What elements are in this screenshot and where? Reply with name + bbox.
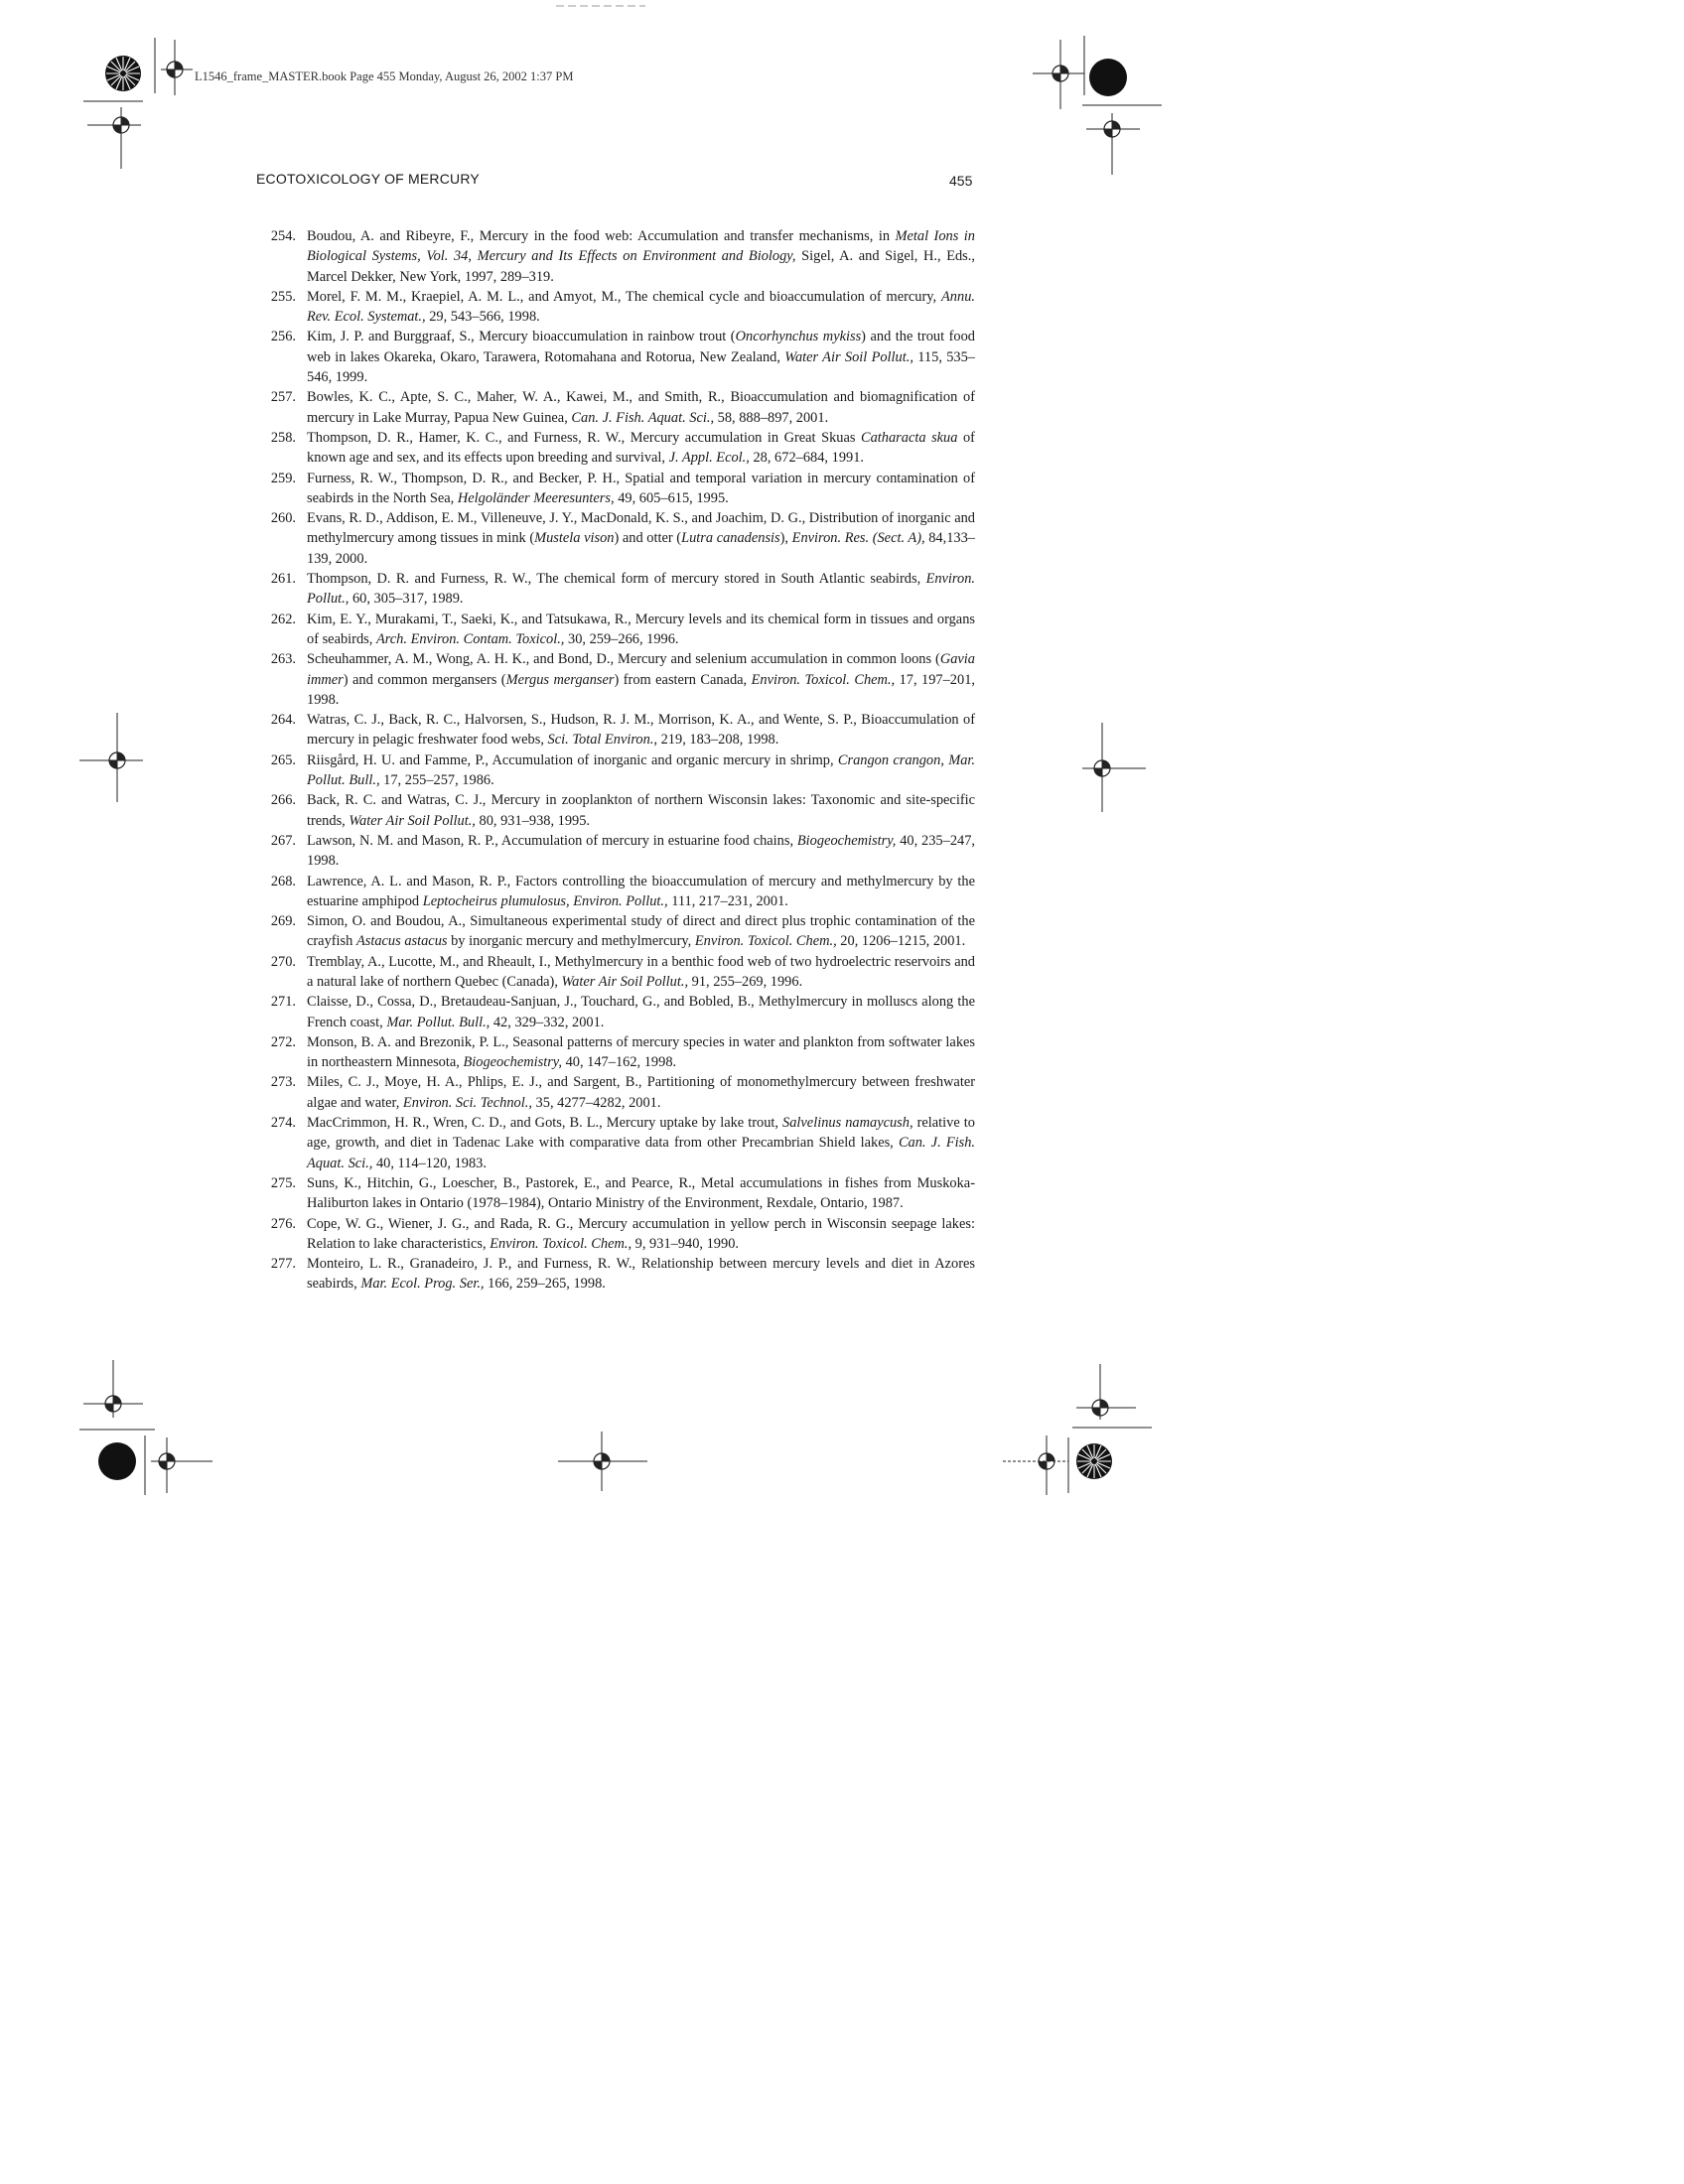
- reference-number: 259.: [270, 470, 296, 486]
- reference-text: [307, 1256, 975, 1292]
- reference-text-segment: 29, 543–566, 1998.: [425, 309, 540, 326]
- trim-line: [1066, 1437, 1070, 1493]
- reference-text-segment: ) and the trout food web in lakes Okareka, Okaro, Tarawera, Rotomahana and Rotorua, New Zealand,: [307, 329, 975, 365]
- reference-number: 264.: [270, 712, 296, 729]
- reference-number: 276.: [270, 1215, 296, 1232]
- reference-text: [307, 510, 975, 567]
- reference-text-segment: 30, 259–266, 1996.: [564, 630, 679, 647]
- reference-text: [307, 913, 975, 949]
- reference-text-segment: Bowles, K. C., Apte, S. C., Maher, W. A., Kawei, M., and Smith, R., Bioaccumulation and biomagnification of mercury in Lake Murray, Papua New Guinea,: [307, 389, 975, 426]
- reference-number: 256.: [270, 329, 296, 345]
- reference-text: [307, 1115, 975, 1171]
- reference-number: 254.: [270, 228, 296, 244]
- reference-number: 271.: [270, 994, 296, 1011]
- reference-italic-text: Environ. Toxicol. Chem.,: [490, 1235, 632, 1252]
- reference-item: [256, 1032, 975, 1073]
- registration-crosshair-icon: [558, 1432, 647, 1491]
- reference-italic-text: Water Air Soil Pollut.,: [561, 973, 689, 990]
- scan-artifact-line: [556, 4, 645, 8]
- reference-italic-text: Environ. Res. (Sect. A),: [791, 530, 925, 547]
- reference-text: [307, 289, 975, 325]
- reference-text-segment: Thompson, D. R. and Furness, R. W., The chemical form of mercury stored in South Atlantic seabirds,: [307, 571, 926, 588]
- page-number: 455: [949, 173, 973, 189]
- registration-crosshair-icon: [1072, 1364, 1152, 1433]
- reference-number: 277.: [270, 1256, 296, 1273]
- reference-text-segment: 40, 147–162, 1998.: [561, 1054, 677, 1071]
- reference-text-segment: 35, 4277–4282, 2001.: [531, 1094, 661, 1111]
- reference-text-segment: Kim, E. Y., Murakami, T., Saeki, K., and Tatsukawa, R., Mercury levels and its chemical form in tissues and organs of seabirds,: [307, 611, 975, 647]
- reference-text-segment: 84,133–139, 2000.: [307, 530, 975, 567]
- reference-text: [307, 471, 975, 506]
- reference-item: [256, 428, 975, 469]
- reference-text-segment: 28, 672–684, 1991.: [749, 450, 864, 467]
- reference-italic-text: Biogeochemistry,: [463, 1054, 562, 1071]
- reference-italic-text: Water Air Soil Pollut.,: [349, 812, 476, 829]
- reference-text-segment: 115, 535–546, 1999.: [307, 348, 976, 386]
- reference-text-segment: 91, 255–269, 1996.: [688, 973, 803, 990]
- reference-italic-text: Leptocheirus plumulosus, Environ. Pollut.,: [422, 892, 668, 909]
- reference-text-segment: Back, R. C. and Watras, C. J., Mercury in zooplankton of northern Wisconsin lakes: Taxonomic and site-specific trends,: [307, 792, 975, 829]
- reference-text-segment: ) and otter (: [614, 530, 682, 547]
- reference-item: [256, 751, 975, 791]
- reference-number: 266.: [270, 792, 296, 809]
- reference-number: 275.: [270, 1174, 296, 1191]
- reference-italic-text: Crangon crangon, Mar. Pollut. Bull.,: [307, 751, 975, 789]
- reference-italic-text: Can. J. Fish. Aquat. Sci.,: [571, 409, 715, 426]
- registration-crosshair-icon: [83, 97, 155, 169]
- reference-italic-text: Mar. Ecol. Prog. Ser.,: [360, 1276, 485, 1293]
- reference-item: [256, 1214, 975, 1255]
- reference-text-segment: Boudou, A. and Ribeyre, F., Mercury in the food web: Accumulation and transfer mechanisms, in: [307, 228, 896, 244]
- reference-number: 270.: [270, 953, 296, 970]
- reference-number: 273.: [270, 1074, 296, 1091]
- reference-text-segment: Watras, C. J., Back, R. C., Halvorsen, S., Hudson, R. J. M., Morrison, K. A., and Wente, S. P., Bioaccumulation of mercury in pelagic freshwater food webs,: [307, 712, 975, 749]
- registration-crosshair-icon: [79, 713, 143, 802]
- reference-text-segment: Furness, R. W., Thompson, D. R., and Becker, P. H., Spatial and temporal variation in mercury contamination of seabirds in the North Sea,: [307, 470, 975, 506]
- reference-number: 261.: [270, 571, 296, 588]
- reference-text-segment: 9, 931–940, 1990.: [632, 1235, 739, 1252]
- reference-italic-text: Salvelinus namaycush,: [782, 1115, 913, 1132]
- reference-italic-text: Mar. Pollut. Bull.,: [386, 1014, 491, 1030]
- reference-item: [256, 1072, 975, 1113]
- reference-number: 257.: [270, 389, 296, 406]
- reference-text-segment: ),: [779, 530, 792, 547]
- reference-item: [256, 710, 975, 751]
- reference-text-segment: MacCrimmon, H. R., Wren, C. D., and Gots, B. L., Mercury uptake by lake trout,: [307, 1115, 783, 1132]
- reference-italic-text: Environ. Pollut.,: [307, 571, 975, 608]
- reference-text-segment: Riisgård, H. U. and Famme, P., Accumulation of inorganic and organic mercury in shrimp,: [307, 751, 838, 768]
- reference-text: [307, 329, 975, 385]
- reference-text-segment: 166, 259–265, 1998.: [484, 1276, 606, 1293]
- registration-crosshair-icon: [1082, 723, 1146, 812]
- registration-crosshair-icon: [1003, 1435, 1070, 1495]
- reference-number: 272.: [270, 1033, 296, 1050]
- reference-text: [307, 994, 975, 1029]
- reference-italic-text: J. Appl. Ecol.,: [668, 450, 750, 467]
- reference-text-segment: 17, 255–257, 1986.: [379, 772, 494, 789]
- reference-text-segment: Monteiro, L. R., Granadeiro, J. P., and Furness, R. W., Relationship between mercury levels and diet in Azores seabirds,: [307, 1256, 975, 1293]
- reference-italic-text: Can. J. Fish. Aquat. Sci.,: [307, 1135, 976, 1171]
- reference-text-segment: 49, 605–615, 1995.: [614, 489, 729, 506]
- reference-text-segment: Kim, J. P. and Burggraaf, S., Mercury bioaccumulation in rainbow trout (: [307, 329, 736, 345]
- reference-italic-text: Helgoländer Meeresunters,: [457, 489, 615, 506]
- reference-italic-text: Environ. Toxicol. Chem.,: [694, 933, 837, 950]
- registration-crosshair-icon: [149, 1437, 214, 1493]
- reference-italic-text: Mustela vison: [534, 530, 615, 547]
- trim-line: [153, 38, 157, 93]
- reference-text: [307, 1074, 975, 1110]
- reference-item: [256, 1113, 975, 1173]
- registration-crosshair-icon: [1033, 40, 1084, 109]
- registration-star-icon: [1074, 1441, 1114, 1481]
- reference-number: 263.: [270, 651, 296, 668]
- reference-text-segment: 111, 217–231, 2001.: [667, 892, 788, 909]
- registration-crosshair-icon: [79, 1360, 155, 1439]
- reference-text-segment: relative to age, growth, and diet in Tadenac Lake with comparative data from other Precambrian Shield lakes,: [307, 1115, 975, 1152]
- reference-text-segment: Tremblay, A., Lucotte, M., and Rheault, I., Methylmercury in a benthic food web of two hydroelectric reservoirs and a natural lake of northern Quebec (Canada),: [307, 953, 975, 990]
- reference-text-segment: Sigel, A. and Sigel, H., Eds., Marcel Dekker, New York, 1997, 289–319.: [307, 248, 975, 285]
- reference-number: 258.: [270, 429, 296, 446]
- registration-dot-icon: [1088, 58, 1128, 97]
- reference-text: [307, 954, 975, 990]
- reference-item: [256, 1254, 975, 1295]
- reference-text-segment: Lawson, N. M. and Mason, R. P., Accumulation of mercury in estuarine food chains,: [307, 832, 797, 849]
- reference-list: [256, 226, 975, 1295]
- reference-item: [256, 610, 975, 650]
- reference-text-segment: 20, 1206–1215, 2001.: [836, 933, 966, 950]
- reference-italic-text: Mergus merganser: [505, 671, 615, 688]
- reference-italic-text: Oncorhynchus mykiss: [735, 329, 862, 345]
- reference-item: [256, 327, 975, 387]
- reference-number: 262.: [270, 611, 296, 627]
- reference-text-segment: Evans, R. D., Addison, E. M., Villeneuve, J. Y., MacDonald, K. S., and Joachim, D. G., Distribution of inorganic and methylmercury among tissues in mink (: [307, 510, 975, 547]
- reference-text-segment: of known age and sex, and its effects upon breeding and survival,: [307, 429, 975, 467]
- reference-text: [307, 1216, 975, 1252]
- reference-item: [256, 911, 975, 952]
- reference-italic-text: Environ. Toxicol. Chem.,: [751, 671, 896, 688]
- reference-text-segment: ) from eastern Canada,: [614, 671, 752, 688]
- reference-italic-text: Astacus astacus: [355, 933, 448, 950]
- reference-text: [307, 792, 975, 828]
- reference-item: [256, 508, 975, 569]
- reference-text-segment: Cope, W. G., Wiener, J. G., and Rada, R. G., Mercury accumulation in yellow perch in Wisconsin seepage lakes: Relation to lake characteristics,: [307, 1215, 975, 1252]
- reference-italic-text: Lutra canadensis: [681, 530, 780, 547]
- reference-italic-text: Gavia immer: [307, 651, 975, 688]
- reference-text-segment: 60, 305–317, 1989.: [349, 591, 464, 608]
- registration-crosshair-icon: [159, 40, 195, 95]
- reference-item: [256, 790, 975, 831]
- reference-text: [307, 571, 975, 607]
- reference-text-segment: 80, 931–938, 1995.: [475, 812, 591, 829]
- reference-item: [256, 952, 975, 993]
- reference-item: [256, 569, 975, 610]
- registration-star-icon: [103, 54, 143, 93]
- reference-text-segment: Simon, O. and Boudou, A., Simultaneous experimental study of direct and direct plus trophic contamination of the crayfish: [307, 913, 975, 950]
- reference-text-segment: 40, 114–120, 1983.: [372, 1155, 487, 1171]
- reference-number: 265.: [270, 751, 296, 768]
- reference-text: [307, 651, 975, 708]
- reference-italic-text: Arch. Environ. Contam. Toxicol.,: [375, 630, 565, 647]
- reference-number: 269.: [270, 913, 296, 930]
- reference-italic-text: Metal Ions in Biological Systems, Vol. 34, Mercury and Its Effects on Environment and Biology,: [307, 228, 975, 265]
- reference-text-segment: 42, 329–332, 2001.: [490, 1014, 605, 1030]
- reference-text-segment: Morel, F. M. M., Kraepiel, A. M. L., and Amyot, M., The chemical cycle and bioaccumulation of mercury,: [307, 288, 942, 305]
- reference-text-segment: 17, 197–201, 1998.: [307, 671, 975, 708]
- reference-item: [256, 1173, 975, 1214]
- reference-italic-text: Annu. Rev. Ecol. Systemat.,: [307, 288, 975, 326]
- reference-number: 268.: [270, 873, 296, 889]
- registration-dot-icon: [97, 1441, 137, 1481]
- reference-text: [307, 833, 975, 869]
- reference-number: 260.: [270, 510, 296, 527]
- reference-italic-text: Sci. Total Environ.,: [547, 732, 658, 749]
- trim-line: [1082, 36, 1086, 95]
- reference-text: [307, 1034, 975, 1070]
- reference-italic-text: Environ. Sci. Technol.,: [402, 1094, 532, 1111]
- reference-italic-text: Water Air Soil Pollut.,: [784, 348, 913, 365]
- reference-text: [307, 389, 975, 425]
- reference-italic-text: Biogeochemistry,: [796, 832, 897, 849]
- reference-text-segment: Miles, C. J., Moye, H. A., Phlips, E. J., and Sargent, B., Partitioning of monomethylmercury between freshwater algae and water,: [307, 1074, 975, 1111]
- trim-line: [143, 1435, 147, 1495]
- reference-text: [307, 228, 975, 285]
- reference-text-segment: by inorganic mercury and methylmercury,: [447, 933, 695, 950]
- reference-item: [256, 226, 975, 287]
- reference-item: [256, 831, 975, 872]
- reference-text: [307, 612, 975, 647]
- reference-italic-text: Catharacta skua: [860, 429, 958, 446]
- reference-text: [307, 430, 975, 466]
- reference-text-segment: 219, 183–208, 1998.: [657, 732, 779, 749]
- reference-text-segment: Suns, K., Hitchin, G., Loescher, B., Pastorek, E., and Pearce, R., Metal accumulations in fishes from Muskoka-Haliburton lakes in Ontario (1978–1984), Ontario Ministry of the Environment, Rexdale, Ontario, 1987.: [307, 1174, 975, 1212]
- reference-text-segment: Thompson, D. R., Hamer, K. C., and Furness, R. W., Mercury accumulation in Great Skuas: [307, 429, 861, 446]
- reference-number: 274.: [270, 1115, 296, 1132]
- reference-number: 255.: [270, 288, 296, 305]
- reference-text-segment: 58, 888–897, 2001.: [714, 409, 829, 426]
- reference-text-segment: Lawrence, A. L. and Mason, R. P., Factors controlling the bioaccumulation of mercury and methylmercury by the estuarine amphipod: [307, 873, 975, 909]
- reference-item: [256, 387, 975, 428]
- reference-item: [256, 287, 975, 328]
- reference-item: [256, 469, 975, 509]
- reference-text-segment: ) and common mergansers (: [343, 671, 506, 688]
- reference-text: [307, 752, 975, 788]
- reference-text-segment: Monson, B. A. and Brezonik, P. L., Seasonal patterns of mercury species in water and plankton from softwater lakes in northeastern Minnesota,: [307, 1033, 975, 1071]
- reference-text-segment: Claisse, D., Cossa, D., Bretaudeau-Sanjuan, J., Touchard, G., and Bobled, B., Methylmercury in molluscs along the French coast,: [307, 994, 975, 1030]
- reference-text: [307, 874, 975, 909]
- reference-item: [256, 992, 975, 1032]
- reference-text: [307, 712, 975, 748]
- reference-text: [307, 1175, 975, 1211]
- running-head: ECOTOXICOLOGY OF MERCURY: [256, 171, 480, 187]
- reference-text-segment: Scheuhammer, A. M., Wong, A. H. K., and Bond, D., Mercury and selenium accumulation in common loons (: [307, 651, 940, 668]
- reference-item: [256, 872, 975, 912]
- registration-crosshair-icon: [1082, 103, 1162, 175]
- reference-text-segment: 40, 235–247, 1998.: [307, 832, 975, 870]
- reference-number: 267.: [270, 832, 296, 849]
- reference-item: [256, 649, 975, 710]
- print-slug: L1546_frame_MASTER.book Page 455 Monday, August 26, 2002 1:37 PM: [195, 69, 574, 83]
